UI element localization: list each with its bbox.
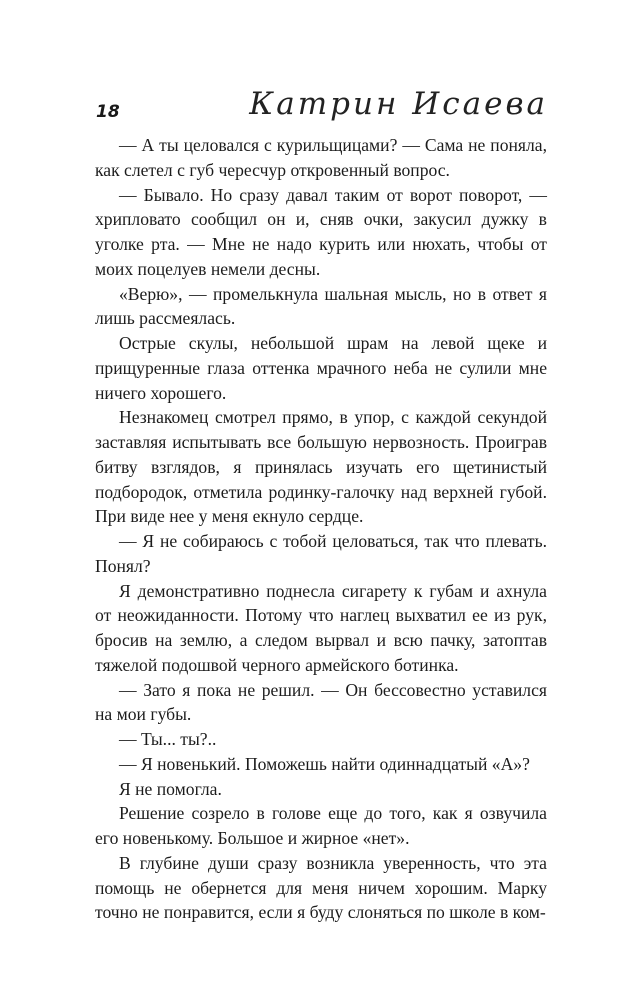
paragraph: — А ты целовался с курильщицами? — Сама не поняла, как слетел с губ чересчур откровенный вопрос. xyxy=(95,135,547,180)
paragraph: — Ты... ты?.. xyxy=(119,729,217,749)
paragraph: — Я не собираюсь с тобой целоваться, так что плевать. Понял? xyxy=(95,531,547,576)
paragraph: — Бывало. Но сразу давал таким от ворот поворот, — хрипловато сообщил он и, сняв очки, закусил дужку в уголке рта. — Мне не надо курить или нюхать, чтобы от моих поцелуев немели десны. xyxy=(95,184,547,279)
paragraph: — Я новенький. Поможешь найти одиннадцатый «А»? xyxy=(119,753,530,774)
paragraph: Я не помогла. xyxy=(119,778,222,799)
running-head-author: Катрин Исаева xyxy=(249,86,548,122)
paragraph: «Верю», — промелькнула шальная мысль, но в ответ я лишь рассмеялась. xyxy=(95,283,547,329)
page-number: 18 xyxy=(96,102,120,122)
paragraph: Решение созрело в голове еще до того, как я озвучила его новенькому. Большое и жирное «нет». xyxy=(95,803,547,848)
body-text xyxy=(95,133,547,925)
paragraph: Я демонстративно поднесла сигарету к губам и ахнула от неожиданности. Потому что наглец выхватил ее из рук, бросив на землю, а следом вырвал и всю пачку, затоптав тяжелой подошвой черного армейского ботинка. xyxy=(95,580,547,675)
paragraph: Незнакомец смотрел прямо, в упор, с каждой секундой заставляя испытывать все большую нервозность. Проиграв битву взглядов, я принялась изучать его щетинистый подбородок, отметила родинку-галочку над верхней губой. При виде нее у меня екнуло сердце. xyxy=(95,407,547,527)
paragraph: Острые скулы, небольшой шрам на левой щеке и прищуренные глаза оттенка мрачного неба не сулили мне ничего хорошего. xyxy=(95,333,547,403)
page-header xyxy=(96,88,548,128)
paragraph: В глубине души сразу возникла уверенность, что эта помощь не обернется для меня ничем хорошим. Марку точно не понравится, если я буду слоняться по школе в ком- xyxy=(95,852,547,923)
paragraph: — Зато я пока не решил. — Он бессовестно уставился на мои губы. xyxy=(95,679,547,725)
